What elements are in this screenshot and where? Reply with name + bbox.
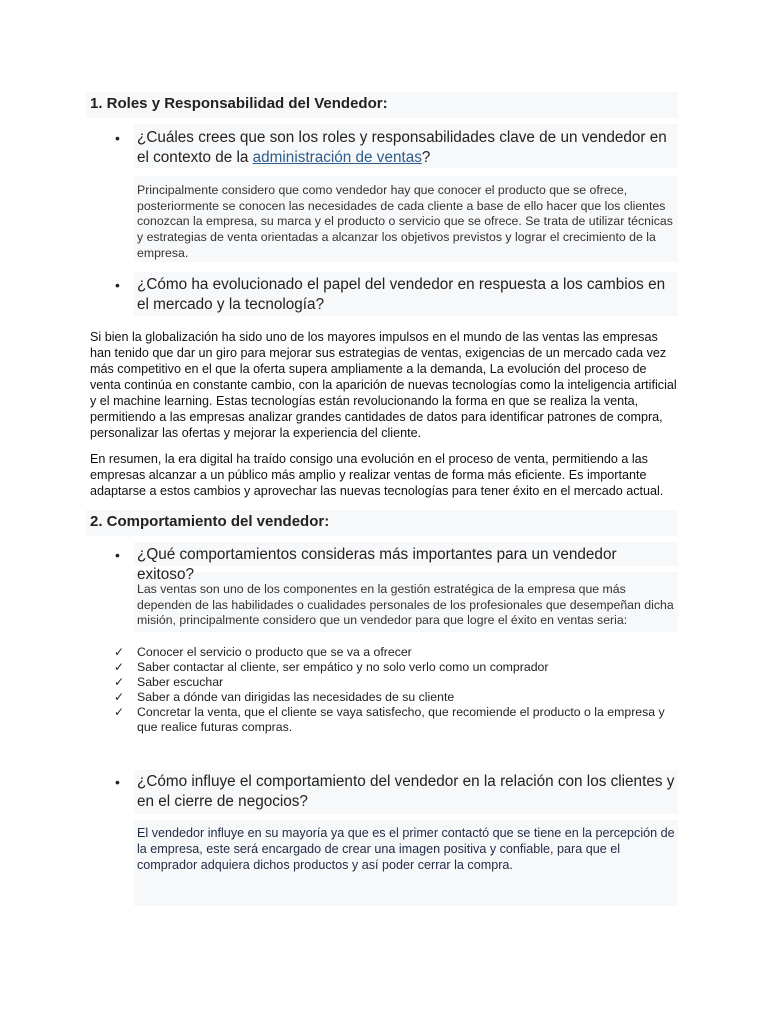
question2: [115, 275, 677, 315]
question4: [115, 772, 677, 812]
section1-heading: 1. Roles y Responsabilidad del Vendedor:: [90, 95, 388, 112]
answer2-paragraph2: En resumen, la era digital ha traído consigo una evolución en el proceso de venta, permitiendo a las empresas alcanzar a un público más amplio y realizar ventas de forma más eficiente. Es importante adaptarse a estos cambios y aprovechar las nuevas tecnologías para tener éxito en el mercado actual.: [90, 452, 664, 498]
checklist-item: ✓ Concretar la venta, que el cliente se vaya satisfecho, que recomiende el producto o la empresa y que realice futuras compras.: [114, 705, 665, 734]
checkmark-icon: ✓: [114, 675, 125, 689]
bullet: •: [115, 774, 120, 790]
checklist-item: ✓ Saber escuchar: [114, 675, 224, 689]
checkmark-icon: ✓: [114, 645, 125, 659]
question1-text: ¿Cuáles crees que son los roles y responsabilidades clave de un vendedor en el contexto de la: [137, 129, 667, 166]
question1-end: ?: [421, 149, 431, 166]
answer2-paragraph1: Si bien la globalización ha sido uno de los mayores impulsos en el mundo de las ventas las empresas han tenido que dar un giro para mejorar sus estrategias de ventas, exigencias de un mercado cada vez más competitivo en el que la oferta supera ampliamente a la demanda, La evolución del proceso de venta continúa en constante cambio, con la aparición de nuevas tecnologías como la inteligencia artificial y el machine learning. Estas tecnologías están revolucionando la forma en que se realiza la venta, permitiendo a las empresas analizar grandes cantidades de datos para identificar patrones de compra, personalizar las ofertas y mejorar la experiencia del cliente.: [90, 330, 677, 440]
answer1: Principalmente considero que como vendedor hay que conocer el producto que se ofrece, posteriormente se conocen las necesidades de cada cliente a base de ello hacer que los clientes conozcan la empresa, su marca y el producto o servicio que se ofrece. Se trata de utilizar técnicas y estrategias de venta orientadas a alcanzar los objetivos previstos y lograr el crecimiento de la empresa.: [137, 183, 673, 260]
checklist-item: ✓ Saber contactar al cliente, ser empático y no solo verlo como un comprador: [114, 660, 549, 674]
checkmark-icon: ✓: [114, 690, 125, 704]
checklist-item: ✓ Conocer el servicio o producto que se va a ofrecer: [114, 645, 412, 659]
bullet: •: [115, 547, 120, 563]
checkmark-icon: ✓: [114, 660, 125, 674]
answer3: Las ventas son uno de los componentes en la gestión estratégica de la empresa que más dependen de las habilidades o cualidades personales de los profesionales que desempeñan dicha misión, principalmente considero que un vendedor para que logre el éxito en ventas seria:: [137, 582, 674, 628]
question2-text: ¿Cómo ha evolucionado el papel del vendedor en respuesta a los cambios en el mercado y la tecnología?: [137, 276, 666, 313]
section2-heading: 2. Comportamiento del vendedor:: [90, 513, 330, 530]
question4-text: ¿Cómo influye el comportamiento del vendedor en la relación con los clientes y en el cierre de negocios?: [137, 773, 675, 810]
question3: [115, 545, 677, 585]
answer4: El vendedor influye en su mayoría ya que es el primer contactó que se tiene en la percepción de la empresa, este será encargado de crear una imagen positiva y confiable, para que el comprador adquiera dichos productos y así poder cerrar la compra.: [137, 826, 675, 872]
bullet: •: [115, 130, 120, 146]
administracion-ventas-link[interactable]: administración de ventas: [252, 149, 422, 166]
question1: [115, 128, 677, 168]
question3-text: ¿Qué comportamientos consideras más importantes para un vendedor exitoso?: [137, 546, 617, 583]
checkmark-icon: ✓: [114, 705, 125, 719]
bullet: •: [115, 277, 120, 293]
checklist-item: ✓ Saber a dónde van dirigidas las necesidades de su cliente: [114, 690, 455, 704]
